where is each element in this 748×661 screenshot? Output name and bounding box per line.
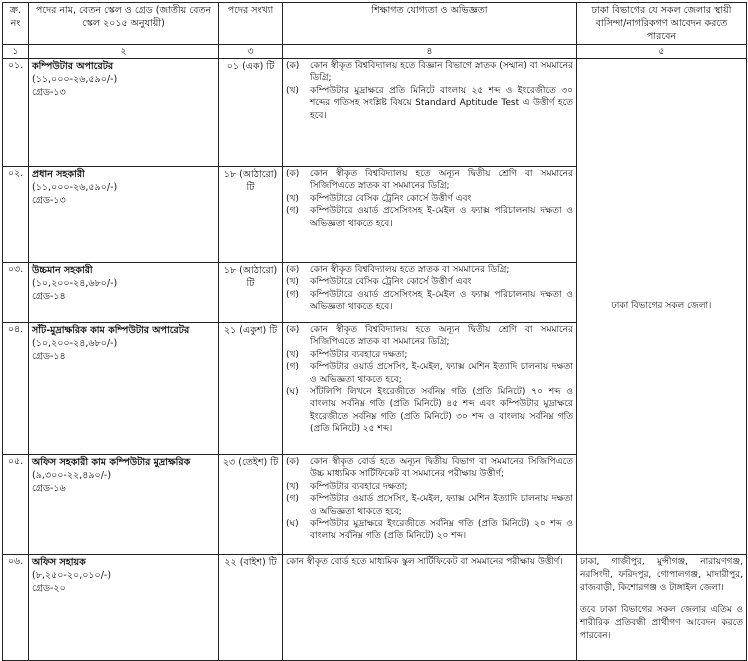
qualification-label: (ঘ): [286, 519, 299, 530]
post-name: সাঁট-মুদ্রাক্ষরিক কাম কম্পিউটার অপারেটর: [32, 325, 190, 336]
qualification-text: কম্পিউটারে বেসিক ট্রেনিং কোর্সে উত্তীর্ণ এবং: [310, 277, 472, 288]
serial-number: ০৬.: [3, 555, 29, 661]
post-count: ১৮ (আঠারো) টি: [219, 167, 283, 263]
qualification-cell: [283, 263, 577, 323]
qualification-cell: [283, 323, 577, 455]
post-cell: [29, 263, 219, 323]
district-note: তবে ঢাকা বিভাগের সকল জেলার এতিম ও শারীরিক প্রতিবন্ধী প্রার্থীগণ আবেদন করতে পারবেন।: [580, 605, 743, 641]
qualification-label: (গ): [286, 362, 299, 373]
district-eligibility-row6: [577, 555, 747, 661]
qualification-item: [286, 518, 573, 543]
pay-scale: (১০,২০০-২৪,৬৮০/-): [32, 338, 118, 349]
qualification-label: (খ): [286, 349, 299, 360]
qualification-text: কম্পিউটার ব্যবহারে দক্ষতা;: [310, 349, 408, 360]
district-list: ঢাকা, গাজীপুর, মুন্সীগঞ্জ, নারায়ণগঞ্জ, নরসিংদী, ফরিদপুর, গোপালগঞ্জ, মাদারীপুর, রাজবাড়ী, কিশোরগঞ্জ ও টাঙ্গাইল জেলা।: [580, 557, 743, 593]
qualification-item: [286, 361, 573, 386]
qualification-text: কম্পিউটার মুদ্রাক্ষরে প্রতি মিনিটে বাংলায় ২৫ শব্দ ও ইংরেজীতে ৩০ শব্দের গতিসহ সংশ্লিষ্ট বিষয়ে Standard Aptitude Test এ উত্তীর্ণ হতে হবে।: [310, 85, 573, 121]
table-row: [3, 555, 747, 661]
post-cell: [29, 555, 219, 661]
header-post: পদের নাম, বেতন স্কেল ও গ্রেড (জাতীয় বেতন স্কেল ২০১৫ অনুযায়ী): [29, 3, 219, 45]
qualification-label: (ক): [286, 325, 300, 335]
table-row: [3, 59, 747, 167]
qualification-cell: [283, 555, 577, 661]
post-count: ২১ (একুশ) টি: [219, 323, 283, 455]
qualification-item: [286, 386, 573, 436]
qualification-item: [286, 324, 573, 349]
qualification-text: কোন স্বীকৃত বিশ্ববিদ্যালয় হতে স্নাতক বা সমমানের ডিগ্রি;: [310, 265, 510, 275]
qualification-label: (খ): [286, 481, 299, 492]
qualification-item: [286, 60, 573, 85]
post-cell: [29, 59, 219, 167]
post-count: ১৮ (আঠারো) টি: [219, 263, 283, 323]
qualification-text: কোন স্বীকৃত বিশ্ববিদ্যালয় হতে অন্যূন দ্বিতীয় শ্রেণি বা সমমানের সিজিপিএতে স্নাতক বা সমমানের ডিগ্রি;: [310, 325, 573, 348]
column-number: ২: [29, 45, 219, 59]
qualification-text: কম্পিউটারে ওয়ার্ড প্রসেসিংসহ ই-মেইল ও ফ্যাক্স পরিচালনায় দক্ষতা ও অভিজ্ঞতা থাকতে হবে।: [310, 206, 573, 229]
post-name: অফিস সহকারী কাম কম্পিউটার মুদ্রাক্ষরিক: [32, 457, 191, 468]
job-circular-table: [2, 2, 747, 661]
qualification-cell: [283, 59, 577, 167]
serial-number: ০২.: [3, 167, 29, 263]
column-number: ৫: [577, 45, 747, 59]
qualification-text: কম্পিউটার ব্যবহারে দক্ষতা;: [310, 481, 408, 492]
header-qualification: শিক্ষাগত যোগ্যতা ও অভিজ্ঞতা: [283, 3, 577, 45]
qualification-label: (গ): [286, 206, 299, 217]
qualification-text: কোন স্বীকৃত বোর্ড হতে অন্যূন দ্বিতীয় বিভাগ বা সমমানের সিজিপিএতে উচ্চ মাধ্যমিক সার্টিফিকেট বা সমমানের পরীক্ষায় উত্তীর্ণ;: [310, 457, 573, 480]
qualification-text: সাঁটলিপি লিখনে ইংরেজীতে সর্বনিম্ন গতি (প্রতি মিনিটে) ৭০ শব্দ ও বাংলায় সর্বনিম্ন গতি (প্রতি মিনিটে) ৪৫ শব্দ এবং কম্পিউটার মুদ্রাক্ষরে ইংরেজীতে সর্বনিম্ন গতি (প্রতি মিনিটে) ৩০ শব্দ ও বাংলায় সর্বনিম্ন গতি (প্রতি মিনিটে) ২৫ শব্দ।: [310, 387, 573, 435]
qualification-label: (ক): [286, 265, 300, 275]
header-count: পদের সংখ্যা: [219, 3, 283, 45]
qualification-item: [286, 85, 573, 122]
qualification-text: কোন স্বীকৃত বিশ্ববিদ্যালয় হতে অন্যূন দ্বিতীয় শ্রেণি বা সমমানের সিজিপিএতে স্নাতক বা সমমানের ডিগ্রি;: [310, 169, 573, 192]
post-name: অফিস সহায়ক: [32, 557, 86, 568]
district-eligibility-all: ঢাকা বিভাগের সকল জেলা।: [577, 59, 747, 555]
qualification-label: (খ): [286, 193, 299, 204]
grade: গ্রেড-১৩: [32, 87, 66, 98]
post-name: প্রধান সহকারী: [32, 169, 85, 180]
qualification-item: [286, 349, 573, 361]
qualification-text: কম্পিউটার ওয়ার্ড প্রসেসিং, ই-মেইল, ফ্যাক্স মেশিন ইত্যাদি চালনায় দক্ষতা ও অভিজ্ঞতা থাকতে হবে;: [310, 362, 573, 385]
qualification-label: (খ): [286, 85, 299, 96]
qualification-label: (গ): [286, 494, 299, 505]
qualification-item: [286, 289, 573, 314]
qualification-text: কোন স্বীকৃত বোর্ড হতে মাধ্যমিক স্কুল সার্টিফিকেট বা সমমানের পরীক্ষায় উত্তীর্ণ।: [286, 557, 563, 567]
pay-scale: (১১,০০০-২৬,৫৯০/-): [32, 74, 118, 85]
post-name: কম্পিউটার অপারেটর: [32, 61, 114, 72]
qualification-item: [286, 481, 573, 493]
post-cell: [29, 167, 219, 263]
post-cell: [29, 455, 219, 555]
serial-number: ০১.: [3, 59, 29, 167]
qualification-item: [286, 276, 573, 288]
qualification-cell: [283, 167, 577, 263]
serial-number: ০৪.: [3, 323, 29, 455]
post-cell: [29, 323, 219, 455]
pay-scale: (১১,০০০-২৬,৫৯০/-): [32, 182, 118, 193]
qualification-label: (ক): [286, 169, 300, 179]
header-row: [3, 3, 747, 45]
post-name: উচ্চমান সহকারী: [32, 265, 93, 276]
qualification-text: কোন স্বীকৃত বিশ্ববিদ্যালয় হতে বিজ্ঞান বিভাগে স্নাতক (সম্মান) বা সমমানের ডিগ্রি;: [310, 61, 573, 84]
qualification-item: [286, 456, 573, 481]
qualification-label: (গ): [286, 289, 299, 300]
header-sl: ক্র. নং: [3, 3, 29, 45]
serial-number: ০৫.: [3, 455, 29, 555]
post-count: ২৩ (তেইশ) টি: [219, 455, 283, 555]
qualification-item: [286, 556, 573, 568]
qualification-label: (ক): [286, 61, 300, 71]
qualification-label: (ক): [286, 457, 300, 467]
qualification-text: কম্পিউটার মুদ্রাক্ষরে ইংরেজীতে সর্বনিম্ন গতি (প্রতি মিনিটে) ২০ শব্দ ও বাংলায় সর্বনিম্ন গতি (প্রতি মিনিটে) ২০ শব্দ।: [310, 519, 573, 542]
qualification-text: কম্পিউটারে বেসিক ট্রেনিং কোর্সে উত্তীর্ণ এবং: [310, 193, 472, 204]
qualification-item: [286, 205, 573, 230]
post-count: ২২ (বাইশ) টি: [219, 555, 283, 661]
pay-scale: (১০,২০০-২৪,৬৮০/-): [32, 278, 118, 289]
pay-scale: (৯,৩০০-২২,৪৯০/-): [32, 470, 112, 481]
qualification-text: কম্পিউটারে ওয়ার্ড প্রসেসিংসহ ই-মেইল ও ফ্যাক্স পরিচালনায় দক্ষতা ও অভিজ্ঞতা থাকতে হবে।: [310, 289, 573, 313]
grade: গ্রেড-১৪: [32, 291, 66, 302]
post-count: ০১ (এক) টি: [219, 59, 283, 167]
grade: গ্রেড-১৩: [32, 195, 66, 206]
qualification-item: [286, 168, 573, 193]
grade: গ্রেড-২০: [32, 583, 66, 594]
qualification-label: (খ): [286, 277, 299, 288]
qualification-item: [286, 193, 573, 205]
column-number: ১: [3, 45, 29, 59]
grade: গ্রেড-১৪: [32, 351, 66, 362]
column-number-row: [3, 45, 747, 59]
qualification-text: কম্পিউটার ওয়ার্ড প্রসেসিং, ই-মেইল, ফ্যাক্স মেশিন ইত্যাদি চালনায় দক্ষতা ও অভিজ্ঞতা থাকতে হবে;: [310, 494, 573, 517]
qualification-item: [286, 493, 573, 518]
column-number: ৩: [219, 45, 283, 59]
header-district: ঢাকা বিভাগের যে সকল জেলার স্থায়ী বাসিন্দা/নাগরিকগণ আবেদন করতে পারবেন: [577, 3, 747, 45]
qualification-item: [286, 264, 573, 276]
column-number: ৪: [283, 45, 577, 59]
qualification-label: (ঘ): [286, 387, 299, 398]
pay-scale: (৮,২৫০-২০,০১০/-): [32, 570, 112, 581]
grade: গ্রেড-১৬: [32, 483, 66, 494]
qualification-cell: [283, 455, 577, 555]
serial-number: ০৩.: [3, 263, 29, 323]
